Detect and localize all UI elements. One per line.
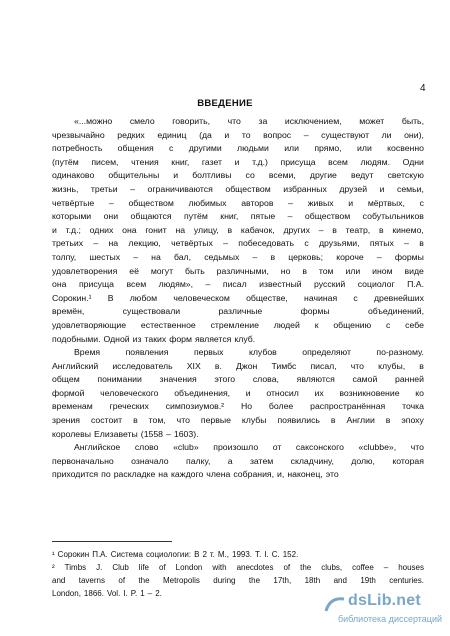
footnote-line: ² Timbs J. Club life of London with anecdotes of the clubs, coffee – houses: [52, 563, 424, 572]
text-line: «...можно смело говорить, что за исключением, может быть,: [74, 116, 424, 126]
watermark-logo-text: dsLib.net: [348, 592, 421, 609]
text-line: удовлетворяющие естественное стремление людей к общению с себе: [52, 319, 424, 330]
text-line: зрения состоит в том, что первые клубы появились в Англии в эпоху: [52, 415, 424, 426]
footnote-line: London, 1866. Vol. I. P. 1 – 2.: [52, 589, 162, 598]
text-line: которыми они общаются путём книг, пятые – обществом собутыльников: [52, 211, 424, 222]
text-line: общем понимании значения этого слова, являются самой ранней: [52, 374, 424, 385]
text-line: первоначально означало палку, а затем складчину, долю, которая: [52, 455, 424, 466]
text-line: формой человеческого объединения, и относил их возникновение ко: [52, 387, 424, 398]
text-line: Английское слово «club» произошло от саксонского «clubbe», что: [74, 442, 424, 453]
page-number: 4: [420, 83, 426, 94]
text-line: приходится по раскладке на каждого члена собрания, и, наконец, это: [52, 469, 339, 480]
text-line: королевы Елизаветы (1558 – 1603).: [52, 428, 199, 439]
text-line: третьих – на лекцию, четвёртых – побеседовать с друзьями, пятых – в: [52, 238, 424, 249]
text-line: времён, существовали различные формы объединений,: [52, 306, 424, 317]
text-line: (путём писем, чтения книг, газет и т.д.) присуща всем людям. Одни: [52, 156, 424, 167]
text-line: четвёртые – обществом любимых авторов – живых и мёртвых, с: [52, 197, 424, 208]
text-line: временам греческих симпозиумов.² Но более распространённая точка: [52, 401, 424, 412]
text-line: жизнь, третьи – ограничиваются обществом избранных друзей и семьи,: [52, 183, 424, 194]
text-line: и т.д.; одних она гонит на улицу, в кабачок, других – в театр, в кинемо,: [52, 224, 424, 235]
text-line: удовлетворения её могут быть различными, но в том или ином виде: [52, 265, 424, 276]
text-line: подобными. Одной из таких форм является клуб.: [52, 333, 256, 344]
page-heading: ВВЕДЕНИЕ: [197, 98, 253, 109]
text-line: толпу, шестых – на бал, седьмых – в церковь; короче – формы: [52, 251, 424, 262]
text-line: одинаково общительны и болтливы со всеми, другие ведут светскую: [52, 170, 424, 181]
footnote-line: ¹ Сорокин П.А. Система социологии: В 2 т. М., 1993. Т. I. С. 152.: [52, 550, 299, 559]
text-line: Английский исследователь XIX в. Джон Тимбс писал, что клубы, в: [52, 360, 424, 371]
footnote-divider: [52, 541, 172, 542]
body-text: [52, 115, 424, 482]
watermark[interactable]: [300, 582, 450, 636]
text-line: она присуща всем людям», – писал известный русский социолог П.А.: [52, 279, 424, 290]
text-line: Время появления первых клубов определяют по-разному.: [74, 347, 424, 358]
watermark-logo-icon: [324, 595, 346, 613]
footnote-line: and taverns of the Metropolis during the 17th, 18th and 19th centuries.: [52, 576, 424, 585]
watermark-subtitle: библиотека диссертаций: [338, 614, 443, 624]
text-line: чрезвычайно редких единиц (да и то вопрос – существуют ли они),: [52, 129, 424, 140]
text-line: потребность общения с другими людьми или прямо, или косвенно: [52, 143, 424, 154]
text-line: Сорокин.¹ В любом человеческом обществе, начиная с древнейших: [52, 292, 424, 303]
